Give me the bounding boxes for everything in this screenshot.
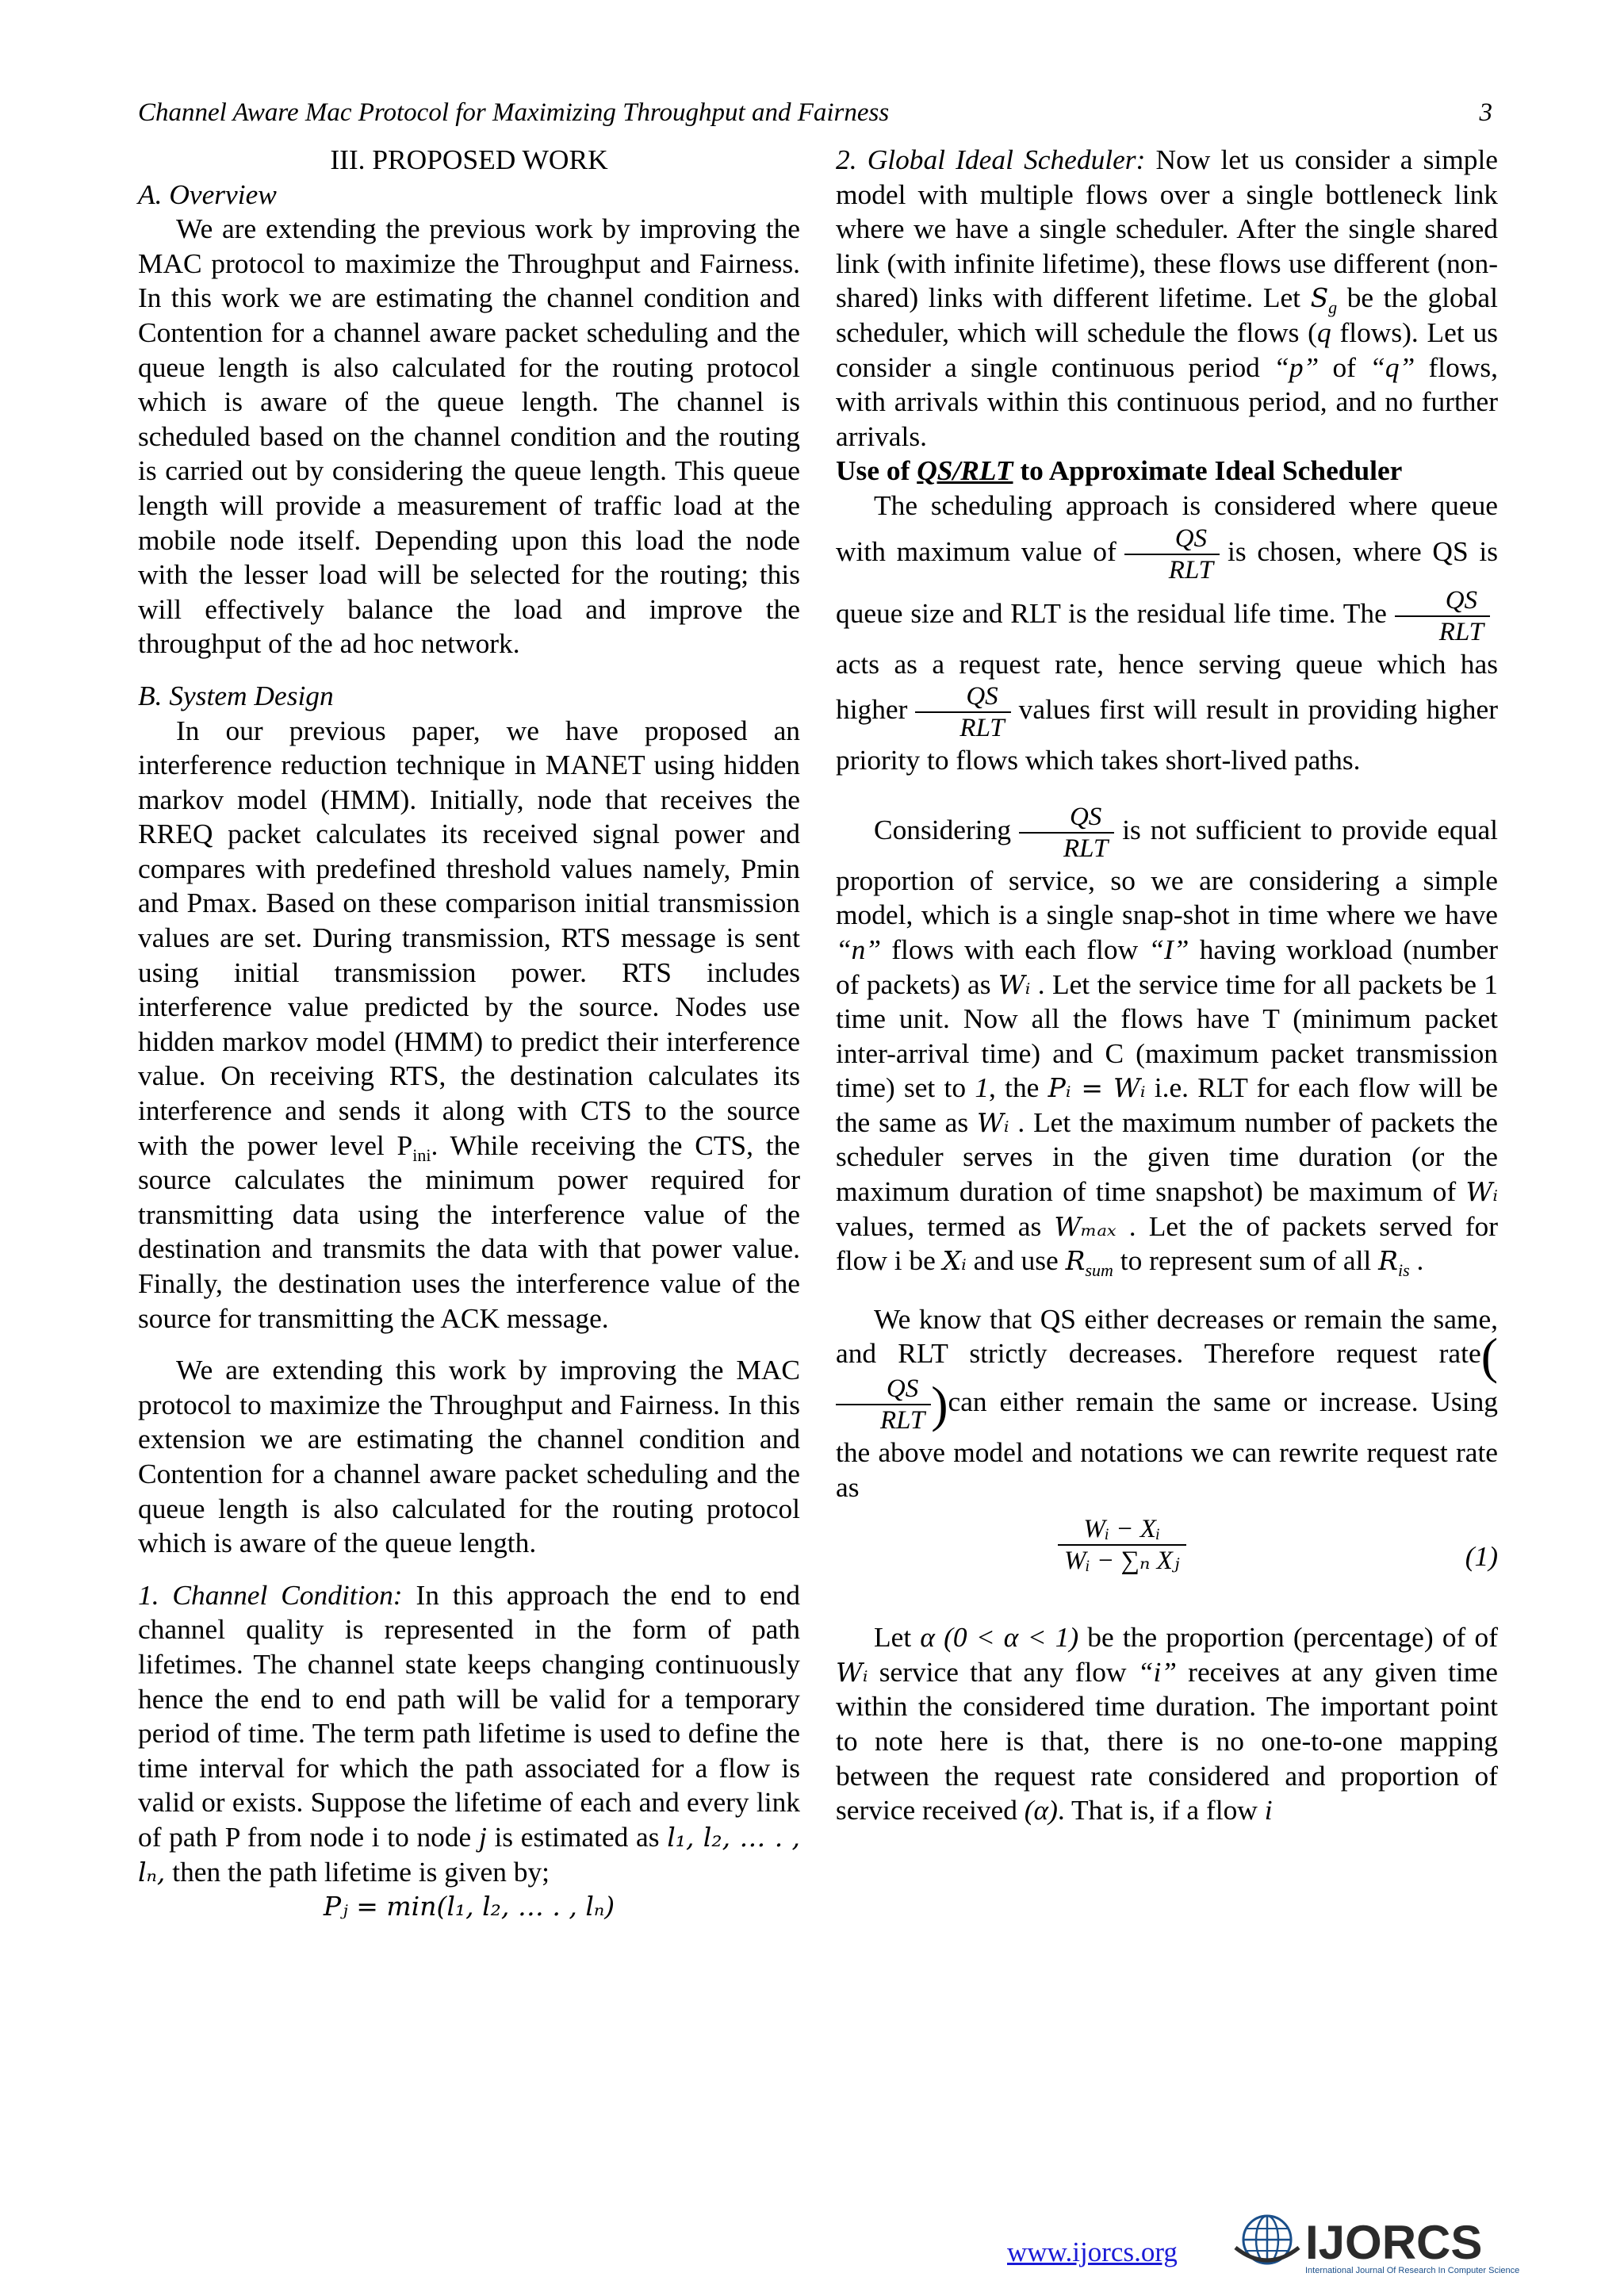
qs-rlt-fraction: $\frac{QS}{\text{RLT}}$: [1395, 585, 1490, 647]
equation-1: [836, 1514, 1498, 1601]
running-title: Channel Aware Mac Protocol for Maximizing Throughput and Fairness: [138, 98, 890, 127]
request-rate-fraction: $\frac{\text{Wᵢ − Xᵢ}}{\text{Wᵢ − ∑ₙ Xⱼ}}$: [1058, 1514, 1186, 1576]
path-lifetime-equation: Pⱼ = min(l₁, l₂, … . , lₙ): [323, 1891, 615, 1922]
qs-rlt-fraction: $\frac{QS}{\text{RLT}}$: [915, 681, 1010, 743]
journal-url-link[interactable]: www.ijorcs.org: [1007, 2237, 1178, 2267]
logo-wordmark: IJORCS: [1305, 2216, 1483, 2269]
ijorcs-logo: [1229, 2213, 1624, 2276]
system-design-paragraph-1: In our previous paper, we have proposed an interference reduction technique in MANET using hidden markov model (HMM). Initially, node that receives the RREQ packet calculates its received signal power and compares with predefined threshold values namely, Pmin and Pmax. Based on these comparison initial transmission values are set. During transmission, RTS message is sent using initial transmission power. RTS includes interference value predicted by the source. Nodes use hidden markov model (HMM) to predict their interference value. On receiving RTS, the destination calculates its interference and sends it along with CTS to the source with the power level $P_{ini}$. While receiving the CTS, the source calculates the minimum power required for transmitting data using the interference value of the destination and transmits the data with that power value. Finally, the destination uses the interference value of the source for transmitting the ACK message.: [138, 714, 800, 1334]
qs-rlt-fraction: $\frac{QS}{\text{RLT}}$: [1019, 802, 1114, 864]
channel-condition-heading: 1. Channel Condition:: [138, 1578, 403, 1611]
request-rate-paragraph: We know that QS either decreases or remain the same, and RLT strictly decreases. Therefore request rate( $\frac{QS}{\text{RLT}}$ )can either remain the same or increase. Using the above model and notations we can rewrite request rate as: [836, 1302, 1498, 1503]
page-footer: [1007, 2213, 1520, 2276]
channel-condition-paragraph: 1. Channel Condition: In this approach the end to end channel quality is represented in the form of path lifetimes. The channel state keeps changing continuously hence the end to end path will be valid for a temporary period of time. The term path lifetime is used to define the time interval for which the path associated for a flow is valid or exists. Suppose the lifetime of each and every link of path P from node i to node j is estimated as l₁, l₂, … . , lₙ, then the path lifetime is given by;: [138, 1578, 800, 1888]
global-scheduler-heading: 2. Global Ideal Scheduler:: [836, 144, 1146, 175]
section-title: III. PROPOSED WORK: [330, 144, 608, 175]
running-header: [138, 98, 1492, 133]
system-design-heading: B. System Design: [138, 679, 334, 711]
right-column: [836, 143, 1498, 1828]
link-lifetimes: l₁, l₂, … . , lₙ,: [138, 1821, 800, 1888]
scheduling-paragraph: The scheduling approach is considered where queue with maximum value of $\frac{QS}{\text{RLT}}$ is chosen, where QS is queue size and RLT is the residual life time. The $\frac{QS}{\text{RLT}}$ acts as a request rate, hence serving queue which has higher $\frac{QS}{\text{RLT}}$ values first will result in providing higher priority to flows which takes short-lived paths.: [836, 489, 1498, 776]
globe-icon: [1235, 2216, 1299, 2263]
system-design-paragraph-2: We are extending this work by improving the MAC protocol to maximize the Throughput and Fairness. In this extension we are estimating the channel condition and Contention for a channel aware packet scheduling and the queue length is also calculated for the routing protocol which is aware of the queue length.: [138, 1354, 800, 1559]
equation-number: (1): [1465, 1540, 1498, 1573]
qs-rlt-fraction: $\frac{QS}{\text{RLT}}$: [1124, 523, 1220, 585]
page-number: 3: [1479, 98, 1492, 127]
considering-paragraph: Considering $\frac{QS}{\text{RLT}}$ is not sufficient to provide equal proportion of service, so we are considering a simple model, which is a single snap-shot in time where we have “n” flows with each flow “I” having workload (number of packets) as Wᵢ . Let the service time for all packets be 1 time unit. Now all the flows have T (minimum packet inter-arrival time) and C (maximum packet transmission time) set to 1, the Pᵢ = Wᵢ i.e. RLT for each flow will be the same as Wᵢ . Let the maximum number of packets the scheduler serves in the given time duration (or the maximum duration of time snapshot) be maximum of Wᵢ values, termed as Wₘₐₓ . Let the of packets served for flow i be Xᵢ and use $R_{sum}$ to represent sum of all $R_{is}$ .: [836, 802, 1498, 1281]
overview-paragraph: We are extending the previous work by improving the MAC protocol to maximize the Throughput and Fairness. In this work we are estimating the channel condition and Contention for a channel aware packet scheduling and the queue length is also calculated for the routing protocol which is aware of the queue length. The channel is scheduled based on the channel condition and the routing is carried out by considering the queue length. This queue length will provide a measurement of traffic load at the mobile node itself. Depending upon this load the node with the lesser load will be selected for the routing; this will effectively balance the load and improve the throughput of the ad hoc network.: [138, 213, 800, 660]
qs-rlt-fraction: $\frac{QS}{\text{RLT}}$: [836, 1374, 931, 1435]
global-scheduler-paragraph: 2. Global Ideal Scheduler: Now let us consider a simple model with multiple flows over a single bottleneck link where we have a single scheduler. After the single shared link (with infinite lifetime), these flows use different (non-shared) links with different lifetime. Let $S_g$ be the global scheduler, which will schedule the flows (q flows). Let us consider a single continuous period “p” of “q” flows, with arrivals within this continuous period, and no further arrivals.: [836, 144, 1499, 452]
left-column: [138, 143, 800, 1924]
qs-rlt-heading: Use of QS/RLT to Approximate Ideal Scheduler: [836, 454, 1403, 487]
alpha-paragraph: Let α (0 < α < 1) be the proportion (percentage) of of Wᵢ service that any flow “i” receives at any given time within the considered time duration. The important point to note here is that, there is no one-to-one mapping between the request rate considered and proportion of service received (α). That is, if a flow i: [836, 1621, 1498, 1826]
logo-tagline: International Journal Of Research In Computer Science: [1305, 2266, 1520, 2275]
overview-heading: A. Overview: [138, 178, 277, 210]
